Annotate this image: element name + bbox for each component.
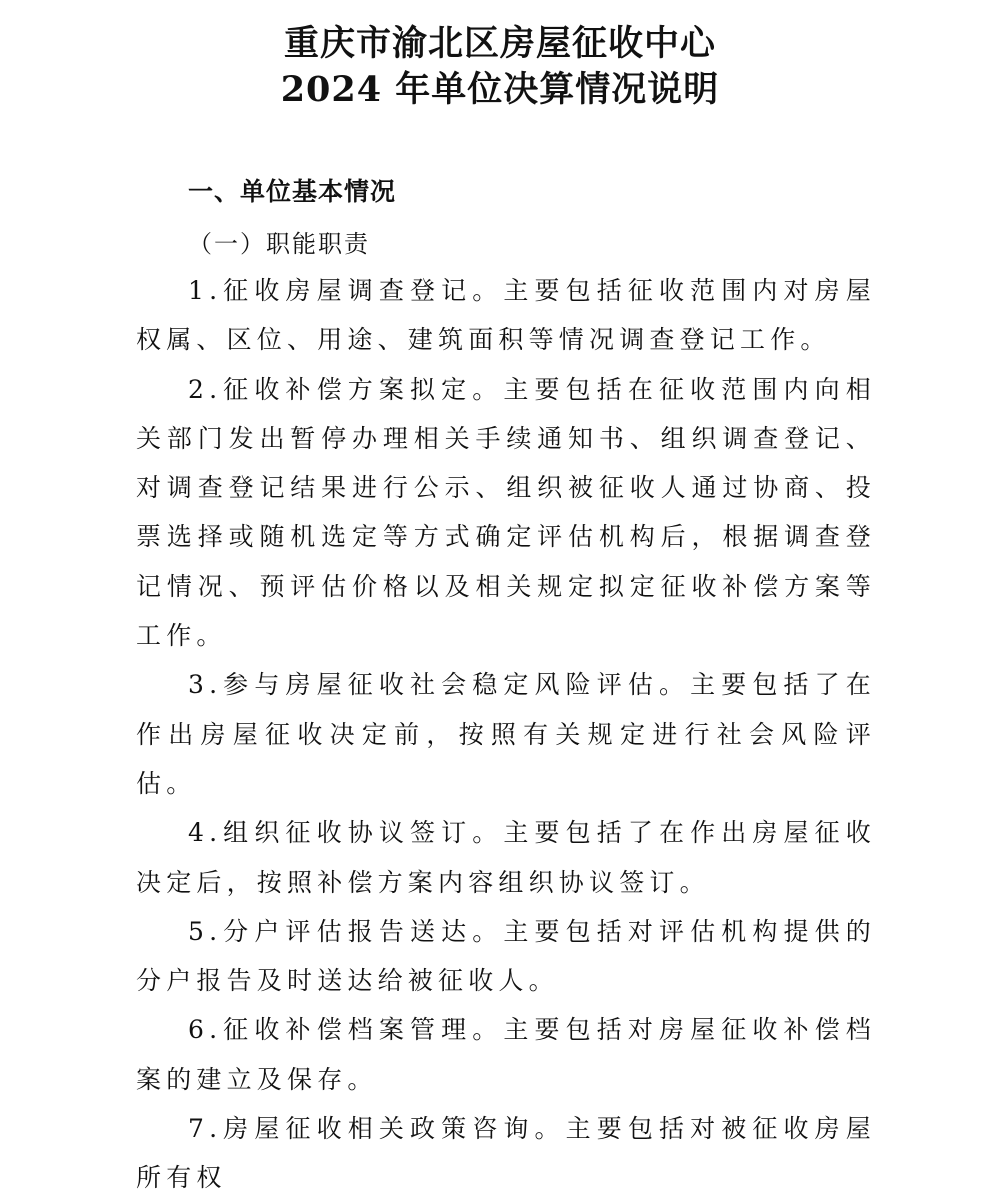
paragraph-5: 5.分户评估报告送达。主要包括对评估机构提供的分户报告及时送达给被征收人。 [136, 916, 876, 996]
paragraph-6: 6.征收补偿档案管理。主要包括对房屋征收补偿档案的建立及保存。 [136, 1015, 876, 1094]
document-title-line-2: 2024 年单位决算情况说明 [280, 69, 720, 110]
paragraph-1: 1.征收房屋调查登记。主要包括征收范围内对房屋权属、区位、用途、建筑面积等情况调查登记工作。 [136, 276, 876, 355]
document-body [136, 266, 876, 1203]
paragraph-2: 2.征收补偿方案拟定。主要包括在征收范围内向相关部门发出暂停办理相关手续通知书、组织调查登记、对调查登记结果进行公示、组织被征收人通过协商、投票选择或随机选定等方式确定评估机构后，根据调查登记情况、预评估价格以及相关规定拟定征收补偿方案等工作。 [136, 374, 876, 651]
section-heading: 一、单位基本情况 [188, 177, 397, 206]
paragraph-3: 3.参与房屋征收社会稳定风险评估。主要包括了在作出房屋征收决定前，按照有关规定进行社会风险评估。 [136, 670, 876, 798]
subsection-heading: （一）职能职责 [188, 230, 370, 258]
document-title-line-1: 重庆市渝北区房屋征收中心 [283, 23, 716, 64]
paragraph-4: 4.组织征收协议签订。主要包括了在作出房屋征收决定后，按照补偿方案内容组织协议签订。 [136, 818, 876, 897]
paragraph-7: 7.房屋征收相关政策咨询。主要包括对被征收房屋所有权 [136, 1114, 876, 1193]
